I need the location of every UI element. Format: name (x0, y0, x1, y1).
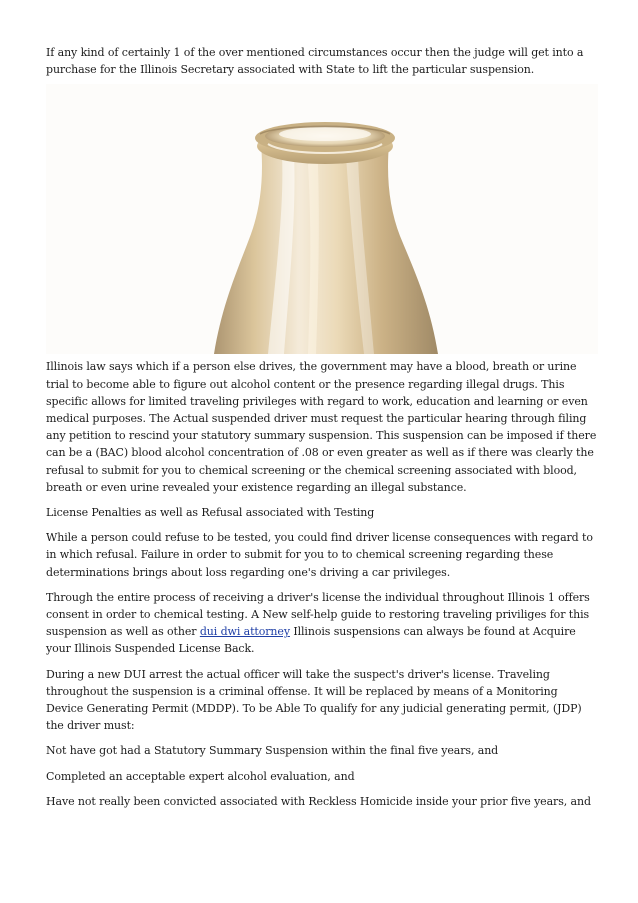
paragraph-arrest: During a new DUI arrest the actual officer will take the suspect's driver's license. Traveling throughout the suspension is a criminal offense. It will be replaced by means of a Monitoring Device Generating Permit (MDDP). To be Able To qualify for any judicial generating permit, (JDP) the driver must: (46, 667, 582, 733)
paragraph-refusal: While a person could refuse to be tested, you could find driver license consequences with regard to in which refusal. Failure in order to submit for you to to chemical screening regarding these determinations brings about loss regarding one's driving a car privileges. (46, 531, 593, 579)
paragraph-law: Illinois law says which if a person else drives, the government may have a blood, breath or urine trial to become able to figure out alcohol content or the presence regarding illegal drugs. This specific allows for limited traveling privileges with regard to work, education and learning or even medical purposes. The Actual suspended driver must request the particular hearing through filing any petition to rescind your statutory summary suspension. This suspension can be imposed if there can be a (BAC) blood alcohol concentration of .08 or even greater as well as if there was clearly the refusal to submit for you to chemical screening or the chemical screening associated with blood, breath or even urine revealed your existence regarding an illegal substance. (46, 360, 597, 494)
document-page (46, 44, 598, 810)
paragraph-intro: If any kind of certainly 1 of the over mentioned circumstances occur then the judge will get into a purchase for the Illinois Secretary associated with State to lift the particular suspension. (46, 46, 584, 77)
requirement-item-1: Not have got had a Statutory Summary Suspension within the final five years, and (46, 744, 499, 758)
section-heading: License Penalties as well as Refusal associated with Testing (46, 506, 375, 520)
bottle-photo (46, 84, 598, 354)
glass-bottle-photo-icon (46, 84, 598, 354)
requirement-item-2: Completed an acceptable expert alcohol evaluation, and (46, 769, 355, 783)
paragraph-consent (46, 589, 598, 658)
paragraph-consent-text-before: Through the entire process of receiving a driver's license the individual throughout Illinois 1 offers consent in order to chemical testing. A New self-help guide to restoring traveling priviliges for this suspension as well as other (46, 590, 590, 639)
requirement-item-3: Have not really been convicted associated with Reckless Homicide inside your prior five years, and (46, 794, 591, 808)
paragraph-consent-text-after: Illinois suspensions can always be found at Acquire your Illinois Suspended License Back. (46, 625, 576, 656)
dui-dwi-attorney-link[interactable]: dui dwi attorney (199, 625, 290, 639)
